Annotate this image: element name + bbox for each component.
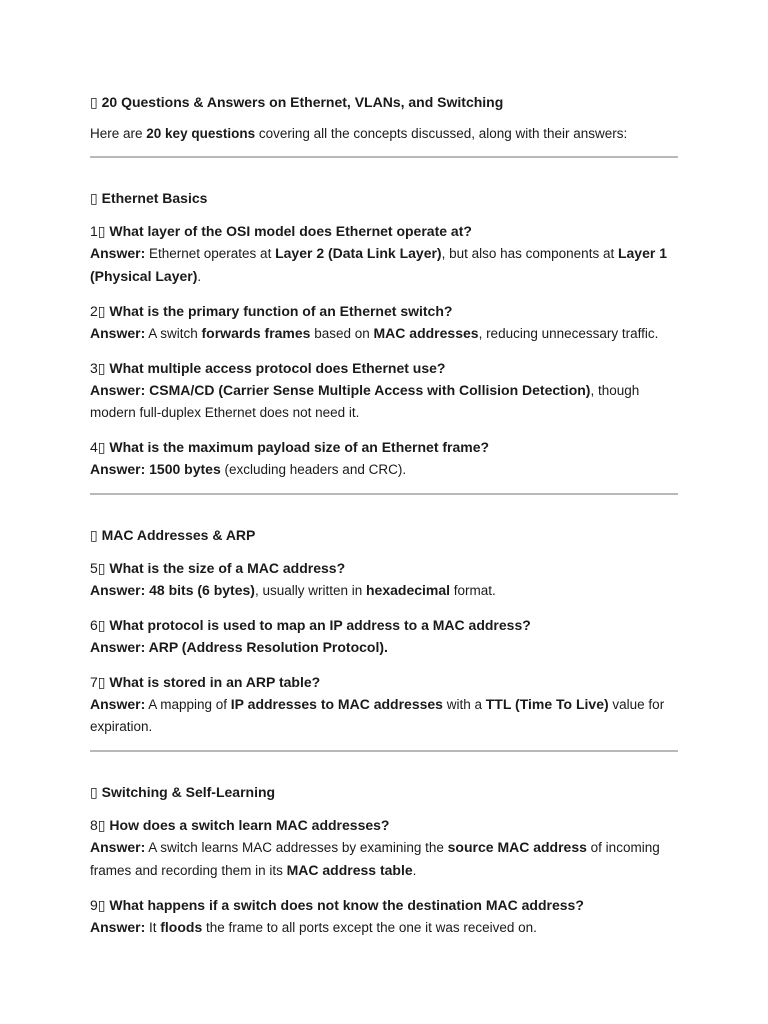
intro-paragraph: [90, 124, 680, 144]
answer: [90, 458, 680, 481]
answer-text: .: [412, 863, 417, 878]
question-text: What happens if a switch does not know the destination MAC address?: [109, 897, 584, 913]
section-divider: [90, 156, 678, 158]
answer-emphasis: Layer 1 (Physical Layer): [90, 245, 667, 284]
question-number: 5: [90, 560, 98, 576]
answer-emphasis: MAC addresses: [373, 325, 479, 341]
answer-emphasis: Answer:: [90, 325, 146, 341]
section-title-text: Ethernet Basics: [101, 190, 208, 206]
question-number: 8: [90, 817, 98, 833]
answer: [90, 579, 680, 602]
answer-emphasis: hexadecimal: [365, 582, 451, 598]
question-text: What is stored in an ARP table?: [109, 674, 321, 690]
section-heading-ethernet-basics: [90, 188, 680, 208]
answer-emphasis: Answer: 1500 bytes: [90, 461, 221, 477]
question-number: 3: [90, 360, 98, 376]
answer-emphasis: TTL (Time To Live): [485, 696, 609, 712]
qa-item: [90, 557, 680, 602]
qa-item: [90, 300, 680, 345]
answer-text: , but also has components at: [441, 246, 618, 261]
question-number: 6: [90, 617, 98, 633]
answer-emphasis: forwards frames: [201, 325, 311, 341]
question-text: How does a switch learn MAC addresses?: [109, 817, 390, 833]
keycap-icon: ▯: [97, 674, 106, 690]
question-text: What multiple access protocol does Ethernet use?: [109, 360, 446, 376]
question-text: What protocol is used to map an IP address to a MAC address?: [109, 617, 531, 633]
question: [90, 436, 680, 458]
section-divider: [90, 750, 678, 752]
answer-text: A switch learns MAC addresses by examining the: [145, 840, 448, 855]
answer-text: .: [197, 269, 202, 284]
answer: [90, 693, 680, 738]
title-text: 20 Questions & Answers on Ethernet, VLANs, and Switching: [101, 94, 504, 110]
answer-text: , though modern full-duplex Ethernet does not need it.: [90, 383, 640, 420]
question-number: 7: [90, 674, 98, 690]
question: [90, 671, 680, 693]
question: [90, 814, 680, 836]
qa-item: [90, 436, 680, 481]
question-number: 4: [90, 439, 98, 455]
answer: [90, 242, 680, 288]
answer-emphasis: source MAC address: [447, 839, 587, 855]
qa-item: [90, 814, 680, 882]
emoji-placeholder-icon: ▯: [90, 784, 98, 800]
question-text: What layer of the OSI model does Ethernet operate at?: [109, 223, 472, 239]
keycap-icon: ▯: [97, 439, 106, 455]
keycap-icon: ▯: [97, 360, 106, 376]
answer-text: Ethernet operates at: [145, 246, 276, 261]
answer-text: format.: [450, 583, 496, 598]
question-text: What is the size of a MAC address?: [109, 560, 346, 576]
answer-text: A switch: [145, 326, 202, 341]
keycap-icon: ▯: [97, 897, 106, 913]
answer-emphasis: Answer:: [90, 919, 146, 935]
answer: [90, 636, 680, 659]
emoji-placeholder-icon: ▯: [90, 527, 98, 543]
answer-text: with a: [442, 697, 486, 712]
question-number: 9: [90, 897, 98, 913]
question: [90, 220, 680, 242]
qa-item: [90, 614, 680, 659]
answer-emphasis: floods: [160, 919, 203, 935]
section-divider: [90, 493, 678, 495]
section-title-text: Switching & Self-Learning: [101, 784, 276, 800]
question: [90, 300, 680, 322]
question: [90, 614, 680, 636]
intro-text-end: covering all the concepts discussed, along with their answers:: [255, 126, 628, 141]
keycap-icon: ▯: [97, 617, 106, 633]
section-heading-mac-arp: [90, 525, 680, 545]
answer-emphasis: Answer: ARP (Address Resolution Protocol).: [90, 639, 388, 655]
emoji-placeholder-icon: ▯: [90, 94, 98, 110]
answer-text: , usually written in: [254, 583, 366, 598]
section-heading-switching: [90, 782, 680, 802]
answer-emphasis: Answer:: [90, 696, 146, 712]
answer: [90, 322, 680, 345]
keycap-icon: ▯: [97, 560, 106, 576]
answer-text: of incoming frames and recording them in its: [90, 840, 660, 878]
answer-emphasis: Layer 2 (Data Link Layer): [275, 245, 442, 261]
answer-emphasis: IP addresses to MAC addresses: [230, 696, 443, 712]
qa-item: [90, 894, 680, 939]
intro-text: Here are: [90, 126, 147, 141]
document-title: [90, 92, 680, 112]
question: [90, 557, 680, 579]
qa-item: [90, 357, 680, 424]
question-number: 2: [90, 303, 98, 319]
answer-text: based on: [310, 326, 374, 341]
answer-text: A mapping of: [145, 697, 231, 712]
question: [90, 894, 680, 916]
qa-item: [90, 671, 680, 738]
answer-text: It: [145, 920, 161, 935]
keycap-icon: ▯: [97, 223, 106, 239]
answer-text: value for expiration.: [90, 697, 665, 734]
emoji-placeholder-icon: ▯: [90, 190, 98, 206]
answer-text: , reducing unnecessary traffic.: [478, 326, 659, 341]
answer-emphasis: Answer:: [90, 245, 146, 261]
intro-emphasis: 20 key questions: [146, 126, 256, 141]
answer: [90, 836, 680, 882]
qa-item: [90, 220, 680, 288]
question-number: 1: [90, 223, 98, 239]
keycap-icon: ▯: [97, 817, 106, 833]
keycap-icon: ▯: [97, 303, 106, 319]
answer-emphasis: Answer: CSMA/CD (Carrier Sense Multiple Access with Collision Detection): [90, 382, 591, 398]
question-text: What is the maximum payload size of an Ethernet frame?: [109, 439, 490, 455]
answer: [90, 379, 680, 424]
answer-text: (excluding headers and CRC).: [220, 462, 407, 477]
question-text: What is the primary function of an Ethernet switch?: [109, 303, 453, 319]
answer-emphasis: MAC address table: [286, 862, 413, 878]
answer: [90, 916, 680, 939]
answer-emphasis: Answer:: [90, 839, 146, 855]
answer-text: the frame to all ports except the one it was received on.: [202, 920, 537, 935]
section-title-text: MAC Addresses & ARP: [101, 527, 256, 543]
question: [90, 357, 680, 379]
document-content: [90, 92, 680, 939]
answer-emphasis: Answer: 48 bits (6 bytes): [90, 582, 255, 598]
